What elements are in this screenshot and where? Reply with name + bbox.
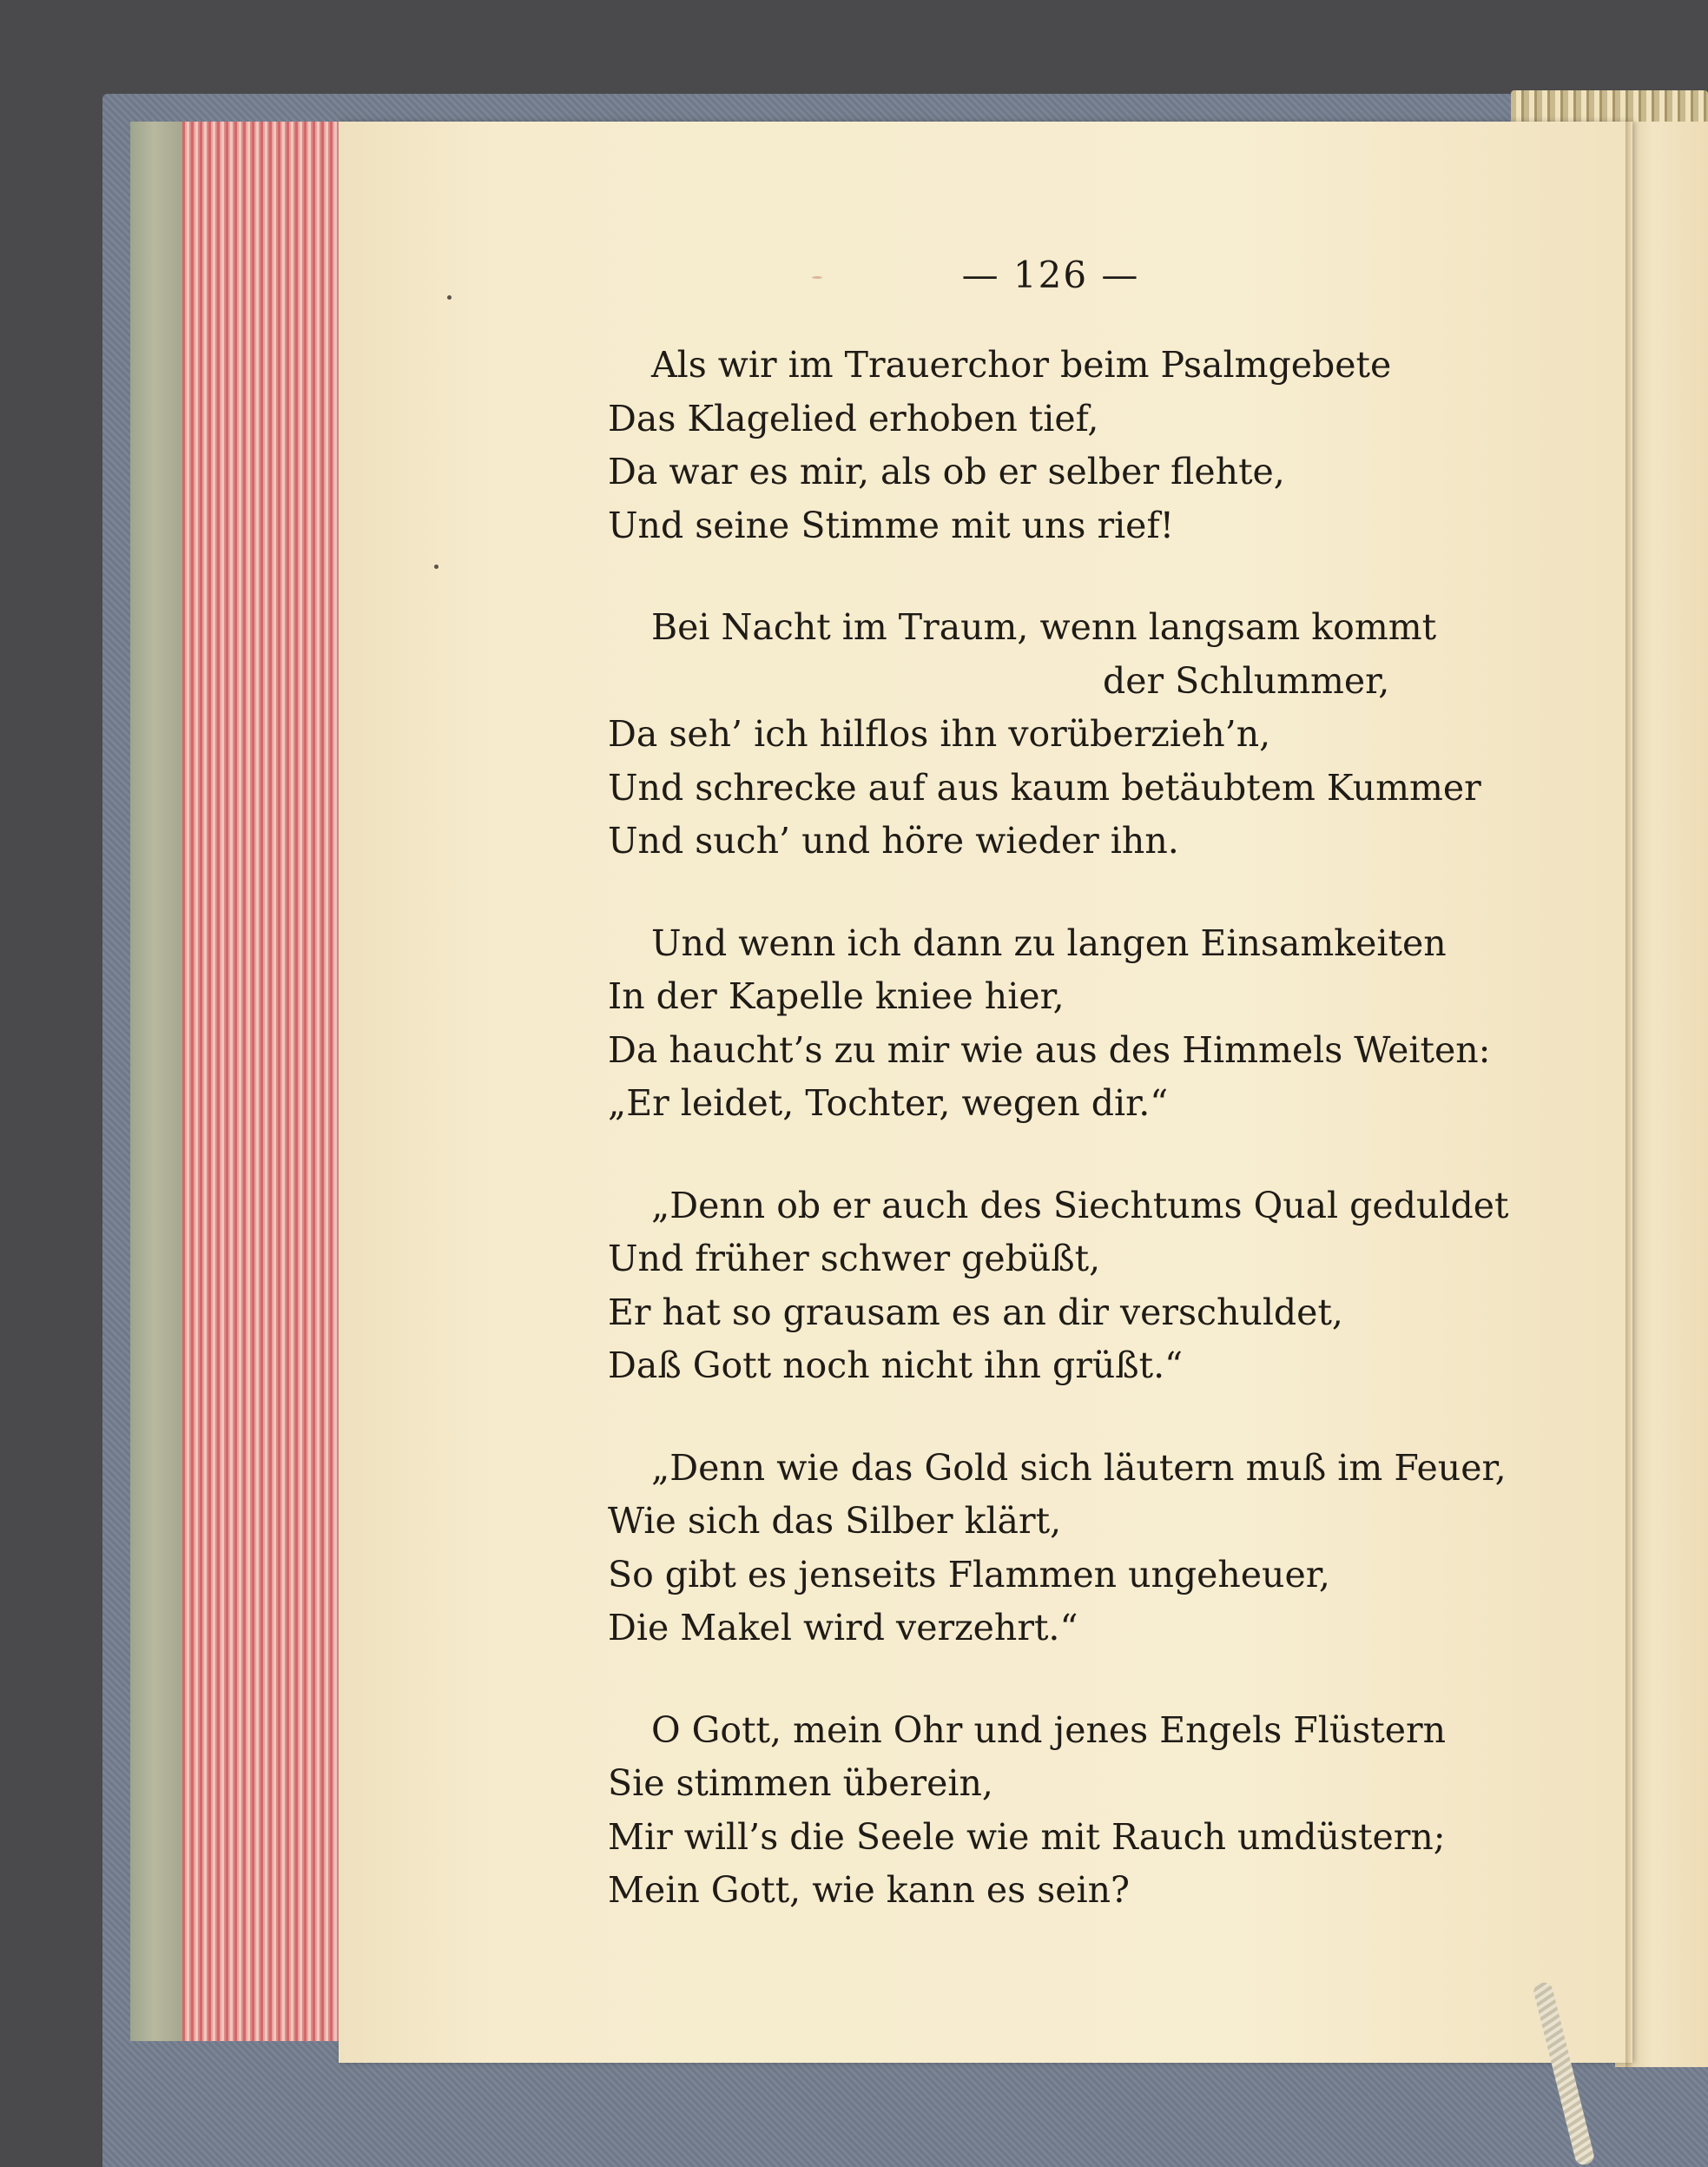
poem-line: Da haucht’s zu mir wie aus des Himmels Weiten: <box>608 1028 1491 1071</box>
stanza-3 <box>608 917 1528 1131</box>
gutter-shadow <box>1626 122 1632 2067</box>
page-speck <box>812 276 822 279</box>
poem-body <box>608 339 1528 1966</box>
poem-line: Mein Gott, wie kann es sein? <box>608 1869 1131 1911</box>
poem-line: „Denn wie das Gold sich läutern muß im Feuer, <box>651 1446 1507 1489</box>
page-speck <box>447 295 452 300</box>
poem-line: Bei Nacht im Traum, wenn langsam kommt <box>651 606 1437 648</box>
poem-line: Und früher schwer gebüßt, <box>608 1238 1101 1279</box>
stanza-6 <box>608 1704 1528 1918</box>
spine-strip <box>130 122 182 2041</box>
poem-line: In der Kapelle kniee hier, <box>608 975 1065 1017</box>
poem-line: „Er leidet, Tochter, wegen dir.“ <box>608 1082 1169 1124</box>
poem-line: Mir will’s die Seele wie mit Rauch umdüstern; <box>608 1815 1446 1858</box>
stanza-1 <box>608 339 1528 552</box>
page-number: — 126 — <box>961 254 1140 296</box>
poem-line: Wie sich das Silber klärt, <box>608 1500 1062 1542</box>
poem-line: Die Makel wird verzehrt.“ <box>608 1607 1078 1648</box>
poem-line: „Denn ob er auch des Siechtums Qual geduldet <box>651 1184 1509 1226</box>
poem-line: Da seh’ ich hilflos ihn vorüberzieh’n, <box>608 713 1271 755</box>
poem-line: Und wenn ich dann zu langen Einsamkeiten <box>651 922 1447 964</box>
poem-line-continuation: der Schlummer, <box>1103 659 1390 702</box>
poem-line: Daß Gott noch nicht ihn grüßt.“ <box>608 1344 1184 1386</box>
poem-line: Und seine Stimme mit uns rief! <box>608 504 1175 546</box>
stanza-2 <box>608 601 1528 869</box>
poem-line: Als wir im Trauerchor beim Psalmgebete <box>651 344 1392 386</box>
poem-line: Und such’ und höre wieder ihn. <box>608 820 1179 862</box>
poem-line: Da war es mir, als ob er selber flehte, <box>608 451 1285 492</box>
poem-line: Das Klagelied erhoben tief, <box>608 397 1099 439</box>
poem-line: O Gott, mein Ohr und jenes Engels Flüstern <box>651 1708 1447 1751</box>
poem-line: Er hat so grausam es an dir verschuldet, <box>608 1291 1343 1333</box>
poem-line: Sie stimmen überein, <box>608 1762 993 1804</box>
stanza-5 <box>608 1442 1528 1655</box>
poem-line: So gibt es jenseits Flammen ungeheuer, <box>608 1553 1330 1596</box>
stanza-4 <box>608 1179 1528 1393</box>
poem-line: Und schrecke auf aus kaum betäubtem Kummer <box>608 766 1481 809</box>
page-speck <box>434 565 439 569</box>
